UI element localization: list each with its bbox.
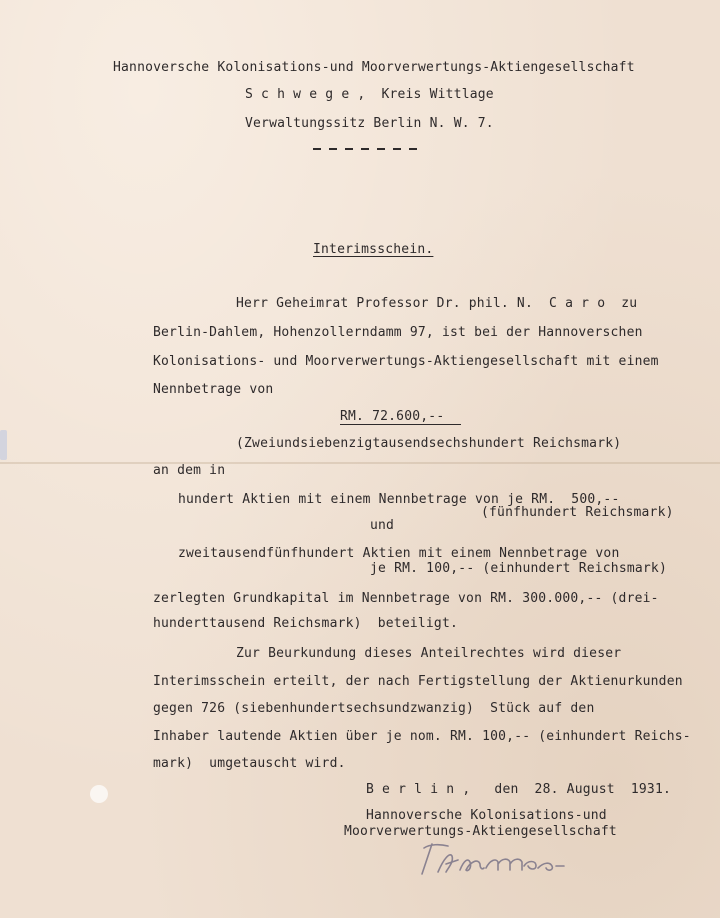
company-name: Hannoversche Kolonisations-und Moorverwertungs-Aktiengesellschaft	[113, 60, 635, 75]
paragraph-line: gegen 726 (siebenhundertsechsundzwanzig) Stück auf den	[153, 701, 595, 716]
company-location: S c h w e g e , Kreis Wittlage	[245, 87, 494, 102]
paper-edge-stain	[0, 430, 7, 460]
amount-underline	[340, 424, 461, 425]
paper-fold	[0, 462, 720, 464]
capital-line: zerlegten Grundkapital im Nennbetrage von RM. 300.000,-- (drei-	[153, 591, 659, 606]
body-line: Nennbetrage von	[153, 382, 274, 397]
document-title: Interimsschein.	[313, 242, 434, 257]
separator-dashes	[313, 148, 421, 150]
amount-in-words: (Zweiundsiebenzigtausendsechshundert Reichsmark)	[236, 436, 622, 451]
handwritten-signature	[418, 838, 588, 882]
signatory-company: Hannoversche Kolonisations-und	[366, 808, 607, 823]
place-and-date: B e r l i n , den 28. August 1931.	[366, 782, 672, 797]
share-class-words: (fünfhundert Reichsmark)	[481, 505, 674, 520]
body-line: Berlin-Dahlem, Hohenzollerndamm 97, ist bei der Hannoverschen	[153, 325, 643, 340]
paragraph-line: Zur Beurkundung dieses Anteilrechtes wird dieser	[236, 646, 622, 661]
body-line: an dem in	[153, 463, 226, 478]
share-class-words: je RM. 100,-- (einhundert Reichsmark)	[370, 561, 667, 576]
paragraph-line: Inhaber lautende Aktien über je nom. RM. 100,-- (einhundert Reichs-	[153, 729, 691, 744]
paragraph-line: mark) umgetauscht wird.	[153, 756, 346, 771]
paper-spot	[90, 785, 108, 803]
share-class-line: zweitausendfünfhundert Aktien mit einem Nennbetrage von	[178, 546, 620, 561]
share-class-line: hundert Aktien mit einem Nennbetrage von je RM. 500,--	[178, 492, 620, 507]
paragraph-line: Interimsschein erteilt, der nach Fertigstellung der Aktienurkunden	[153, 674, 683, 689]
signatory-company: Moorverwertungs-Aktiengesellschaft	[344, 824, 617, 839]
body-line: Herr Geheimrat Professor Dr. phil. N. C a r o zu	[236, 296, 638, 311]
company-admin-seat: Verwaltungssitz Berlin N. W. 7.	[245, 116, 494, 131]
nominal-amount: RM. 72.600,--	[340, 409, 445, 424]
conjunction-und: und	[370, 518, 395, 533]
capital-line: hunderttausend Reichsmark) beteiligt.	[153, 616, 459, 631]
body-line: Kolonisations- und Moorverwertungs-Aktiengesellschaft mit einem	[153, 354, 659, 369]
